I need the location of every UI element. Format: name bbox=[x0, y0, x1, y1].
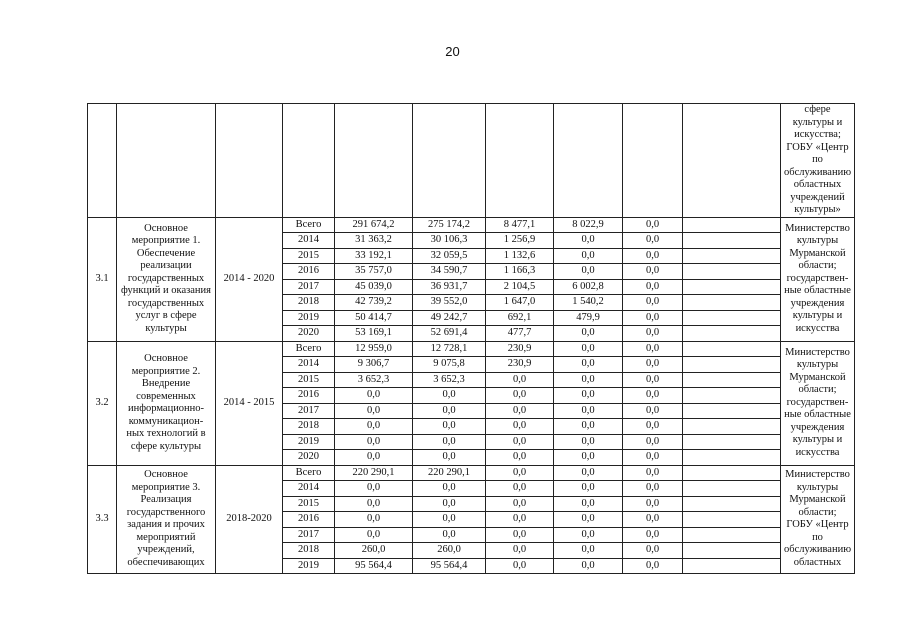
other-sources-cell: 0,0 bbox=[623, 419, 683, 435]
other-sources-cell: 0,0 bbox=[623, 543, 683, 559]
total-cell: 31 363,2 bbox=[335, 233, 413, 249]
other-sources-cell: 0,0 bbox=[623, 341, 683, 357]
year-cell: 2019 bbox=[283, 558, 335, 574]
federal-budget-cell: 477,7 bbox=[486, 326, 554, 342]
regional-budget-cell: 49 242,7 bbox=[413, 310, 486, 326]
total-cell: 220 290,1 bbox=[335, 465, 413, 481]
year-cell: 2016 bbox=[283, 264, 335, 280]
total-cell: 42 739,2 bbox=[335, 295, 413, 311]
federal-budget-cell: 0,0 bbox=[486, 558, 554, 574]
blank-cell bbox=[683, 450, 781, 466]
federal-budget-cell: 0,0 bbox=[486, 481, 554, 497]
regional-budget-cell: 0,0 bbox=[413, 512, 486, 528]
blank-cell bbox=[683, 434, 781, 450]
other-sources-cell: 0,0 bbox=[623, 450, 683, 466]
responsible-cell: Министерство культуры Мурманской области; ГОБУ «Центр по обслуживанию областных bbox=[781, 465, 855, 574]
year-cell: 2018 bbox=[283, 543, 335, 559]
blank-cell bbox=[683, 388, 781, 404]
federal-budget-cell: 8 477,1 bbox=[486, 217, 554, 233]
activity-period: 2014 - 2015 bbox=[216, 341, 283, 465]
federal-budget-cell: 2 104,5 bbox=[486, 279, 554, 295]
year-cell: 2014 bbox=[283, 481, 335, 497]
local-budget-cell: 0,0 bbox=[554, 496, 623, 512]
year-cell: Всего bbox=[283, 217, 335, 233]
regional-budget-cell: 0,0 bbox=[413, 434, 486, 450]
other-sources-cell: 0,0 bbox=[623, 372, 683, 388]
cell-blank-empty bbox=[683, 104, 781, 218]
local-budget-cell: 0,0 bbox=[554, 341, 623, 357]
total-cell: 45 039,0 bbox=[335, 279, 413, 295]
total-cell: 53 169,1 bbox=[335, 326, 413, 342]
year-cell: 2018 bbox=[283, 419, 335, 435]
blank-cell bbox=[683, 512, 781, 528]
other-sources-cell: 0,0 bbox=[623, 310, 683, 326]
blank-cell bbox=[683, 527, 781, 543]
local-budget-cell: 0,0 bbox=[554, 481, 623, 497]
regional-budget-cell: 34 590,7 bbox=[413, 264, 486, 280]
year-cell: 2014 bbox=[283, 233, 335, 249]
cell-c1-empty bbox=[413, 104, 486, 218]
local-budget-cell: 0,0 bbox=[554, 465, 623, 481]
other-sources-cell: 0,0 bbox=[623, 558, 683, 574]
table-row-continued bbox=[88, 104, 855, 218]
year-cell: 2020 bbox=[283, 326, 335, 342]
activity-number: 3.2 bbox=[88, 341, 117, 465]
federal-budget-cell: 230,9 bbox=[486, 357, 554, 373]
blank-cell bbox=[683, 264, 781, 280]
cell-year-empty bbox=[283, 104, 335, 218]
regional-budget-cell: 30 106,3 bbox=[413, 233, 486, 249]
federal-budget-cell: 230,9 bbox=[486, 341, 554, 357]
cell-c4-empty bbox=[623, 104, 683, 218]
blank-cell bbox=[683, 543, 781, 559]
total-cell: 3 652,3 bbox=[335, 372, 413, 388]
year-cell: 2019 bbox=[283, 434, 335, 450]
other-sources-cell: 0,0 bbox=[623, 326, 683, 342]
regional-budget-cell: 0,0 bbox=[413, 419, 486, 435]
blank-cell bbox=[683, 372, 781, 388]
local-budget-cell: 479,9 bbox=[554, 310, 623, 326]
table-row bbox=[88, 341, 855, 357]
federal-budget-cell: 0,0 bbox=[486, 465, 554, 481]
other-sources-cell: 0,0 bbox=[623, 264, 683, 280]
blank-cell bbox=[683, 233, 781, 249]
local-budget-cell: 0,0 bbox=[554, 357, 623, 373]
total-cell: 0,0 bbox=[335, 512, 413, 528]
local-budget-cell: 0,0 bbox=[554, 527, 623, 543]
blank-cell bbox=[683, 341, 781, 357]
regional-budget-cell: 0,0 bbox=[413, 481, 486, 497]
regional-budget-cell: 0,0 bbox=[413, 496, 486, 512]
total-cell: 9 306,7 bbox=[335, 357, 413, 373]
year-cell: Всего bbox=[283, 341, 335, 357]
other-sources-cell: 0,0 bbox=[623, 233, 683, 249]
activity-description: Основное мероприятие 1. Обеспечение реализации государственных функций и оказания государственных услуг в сфере культуры bbox=[117, 217, 216, 341]
total-cell: 0,0 bbox=[335, 388, 413, 404]
other-sources-cell: 0,0 bbox=[623, 248, 683, 264]
federal-budget-cell: 0,0 bbox=[486, 543, 554, 559]
federal-budget-cell: 1 647,0 bbox=[486, 295, 554, 311]
responsible-cell: сфере культуры и искусства; ГОБУ «Центр по обслуживанию областных учреждений культуры» bbox=[781, 104, 855, 218]
local-budget-cell: 0,0 bbox=[554, 543, 623, 559]
other-sources-cell: 0,0 bbox=[623, 527, 683, 543]
year-cell: 2017 bbox=[283, 403, 335, 419]
regional-budget-cell: 95 564,4 bbox=[413, 558, 486, 574]
federal-budget-cell: 0,0 bbox=[486, 496, 554, 512]
year-cell: 2015 bbox=[283, 248, 335, 264]
total-cell: 0,0 bbox=[335, 419, 413, 435]
cell-period-empty bbox=[216, 104, 283, 218]
local-budget-cell: 0,0 bbox=[554, 450, 623, 466]
local-budget-cell: 8 022,9 bbox=[554, 217, 623, 233]
other-sources-cell: 0,0 bbox=[623, 217, 683, 233]
cell-c2-empty bbox=[486, 104, 554, 218]
blank-cell bbox=[683, 217, 781, 233]
year-cell: 2014 bbox=[283, 357, 335, 373]
activity-number: 3.3 bbox=[88, 465, 117, 574]
year-cell: Всего bbox=[283, 465, 335, 481]
local-budget-cell: 0,0 bbox=[554, 326, 623, 342]
federal-budget-cell: 0,0 bbox=[486, 434, 554, 450]
regional-budget-cell: 36 931,7 bbox=[413, 279, 486, 295]
total-cell: 0,0 bbox=[335, 527, 413, 543]
total-cell: 0,0 bbox=[335, 403, 413, 419]
activity-period: 2018-2020 bbox=[216, 465, 283, 574]
other-sources-cell: 0,0 bbox=[623, 357, 683, 373]
local-budget-cell: 0,0 bbox=[554, 264, 623, 280]
year-cell: 2015 bbox=[283, 496, 335, 512]
local-budget-cell: 0,0 bbox=[554, 248, 623, 264]
federal-budget-cell: 0,0 bbox=[486, 419, 554, 435]
blank-cell bbox=[683, 295, 781, 311]
cell-total-empty bbox=[335, 104, 413, 218]
total-cell: 0,0 bbox=[335, 496, 413, 512]
local-budget-cell: 6 002,8 bbox=[554, 279, 623, 295]
regional-budget-cell: 39 552,0 bbox=[413, 295, 486, 311]
blank-cell bbox=[683, 419, 781, 435]
table-row bbox=[88, 465, 855, 481]
year-cell: 2016 bbox=[283, 512, 335, 528]
activity-period: 2014 - 2020 bbox=[216, 217, 283, 341]
year-cell: 2018 bbox=[283, 295, 335, 311]
blank-cell bbox=[683, 558, 781, 574]
regional-budget-cell: 12 728,1 bbox=[413, 341, 486, 357]
local-budget-cell: 0,0 bbox=[554, 419, 623, 435]
federal-budget-cell: 0,0 bbox=[486, 450, 554, 466]
blank-cell bbox=[683, 279, 781, 295]
total-cell: 50 414,7 bbox=[335, 310, 413, 326]
table-row bbox=[88, 217, 855, 233]
total-cell: 95 564,4 bbox=[335, 558, 413, 574]
local-budget-cell: 0,0 bbox=[554, 434, 623, 450]
cell-num-empty bbox=[88, 104, 117, 218]
blank-cell bbox=[683, 357, 781, 373]
total-cell: 0,0 bbox=[335, 434, 413, 450]
activity-description: Основное мероприятие 3. Реализация государственного задания и прочих мероприятий учреждений, обеспечивающих bbox=[117, 465, 216, 574]
local-budget-cell: 0,0 bbox=[554, 372, 623, 388]
year-cell: 2017 bbox=[283, 279, 335, 295]
regional-budget-cell: 3 652,3 bbox=[413, 372, 486, 388]
blank-cell bbox=[683, 465, 781, 481]
year-cell: 2017 bbox=[283, 527, 335, 543]
federal-budget-cell: 1 166,3 bbox=[486, 264, 554, 280]
federal-budget-cell: 0,0 bbox=[486, 388, 554, 404]
other-sources-cell: 0,0 bbox=[623, 403, 683, 419]
federal-budget-cell: 0,0 bbox=[486, 527, 554, 543]
regional-budget-cell: 275 174,2 bbox=[413, 217, 486, 233]
total-cell: 0,0 bbox=[335, 481, 413, 497]
regional-budget-cell: 0,0 bbox=[413, 527, 486, 543]
local-budget-cell: 0,0 bbox=[554, 403, 623, 419]
federal-budget-cell: 0,0 bbox=[486, 372, 554, 388]
other-sources-cell: 0,0 bbox=[623, 279, 683, 295]
blank-cell bbox=[683, 310, 781, 326]
program-activities-table bbox=[87, 103, 855, 574]
total-cell: 0,0 bbox=[335, 450, 413, 466]
federal-budget-cell: 1 132,6 bbox=[486, 248, 554, 264]
local-budget-cell: 0,0 bbox=[554, 558, 623, 574]
other-sources-cell: 0,0 bbox=[623, 434, 683, 450]
year-cell: 2016 bbox=[283, 388, 335, 404]
regional-budget-cell: 260,0 bbox=[413, 543, 486, 559]
total-cell: 35 757,0 bbox=[335, 264, 413, 280]
federal-budget-cell: 1 256,9 bbox=[486, 233, 554, 249]
blank-cell bbox=[683, 481, 781, 497]
activity-description: Основное мероприятие 2. Внедрение современных информационно-коммуникацион-ных технологий в сфере культуры bbox=[117, 341, 216, 465]
page-number: 20 bbox=[445, 44, 460, 59]
other-sources-cell: 0,0 bbox=[623, 295, 683, 311]
responsible-cell: Министерство культуры Мурманской области; государствен-ные областные учреждения культуры и искусства bbox=[781, 217, 855, 341]
regional-budget-cell: 52 691,4 bbox=[413, 326, 486, 342]
year-cell: 2019 bbox=[283, 310, 335, 326]
federal-budget-cell: 0,0 bbox=[486, 512, 554, 528]
federal-budget-cell: 692,1 bbox=[486, 310, 554, 326]
regional-budget-cell: 0,0 bbox=[413, 388, 486, 404]
local-budget-cell: 0,0 bbox=[554, 512, 623, 528]
year-cell: 2015 bbox=[283, 372, 335, 388]
blank-cell bbox=[683, 326, 781, 342]
other-sources-cell: 0,0 bbox=[623, 465, 683, 481]
total-cell: 12 959,0 bbox=[335, 341, 413, 357]
local-budget-cell: 1 540,2 bbox=[554, 295, 623, 311]
total-cell: 260,0 bbox=[335, 543, 413, 559]
cell-desc-empty bbox=[117, 104, 216, 218]
other-sources-cell: 0,0 bbox=[623, 512, 683, 528]
other-sources-cell: 0,0 bbox=[623, 496, 683, 512]
regional-budget-cell: 0,0 bbox=[413, 450, 486, 466]
regional-budget-cell: 0,0 bbox=[413, 403, 486, 419]
regional-budget-cell: 220 290,1 bbox=[413, 465, 486, 481]
regional-budget-cell: 32 059,5 bbox=[413, 248, 486, 264]
total-cell: 291 674,2 bbox=[335, 217, 413, 233]
blank-cell bbox=[683, 403, 781, 419]
cell-c3-empty bbox=[554, 104, 623, 218]
local-budget-cell: 0,0 bbox=[554, 233, 623, 249]
blank-cell bbox=[683, 496, 781, 512]
table-body bbox=[88, 104, 855, 574]
activity-number: 3.1 bbox=[88, 217, 117, 341]
total-cell: 33 192,1 bbox=[335, 248, 413, 264]
blank-cell bbox=[683, 248, 781, 264]
federal-budget-cell: 0,0 bbox=[486, 403, 554, 419]
responsible-cell: Министерство культуры Мурманской области; государствен-ные областные учреждения культуры и искусства bbox=[781, 341, 855, 465]
regional-budget-cell: 9 075,8 bbox=[413, 357, 486, 373]
local-budget-cell: 0,0 bbox=[554, 388, 623, 404]
year-cell: 2020 bbox=[283, 450, 335, 466]
other-sources-cell: 0,0 bbox=[623, 481, 683, 497]
other-sources-cell: 0,0 bbox=[623, 388, 683, 404]
